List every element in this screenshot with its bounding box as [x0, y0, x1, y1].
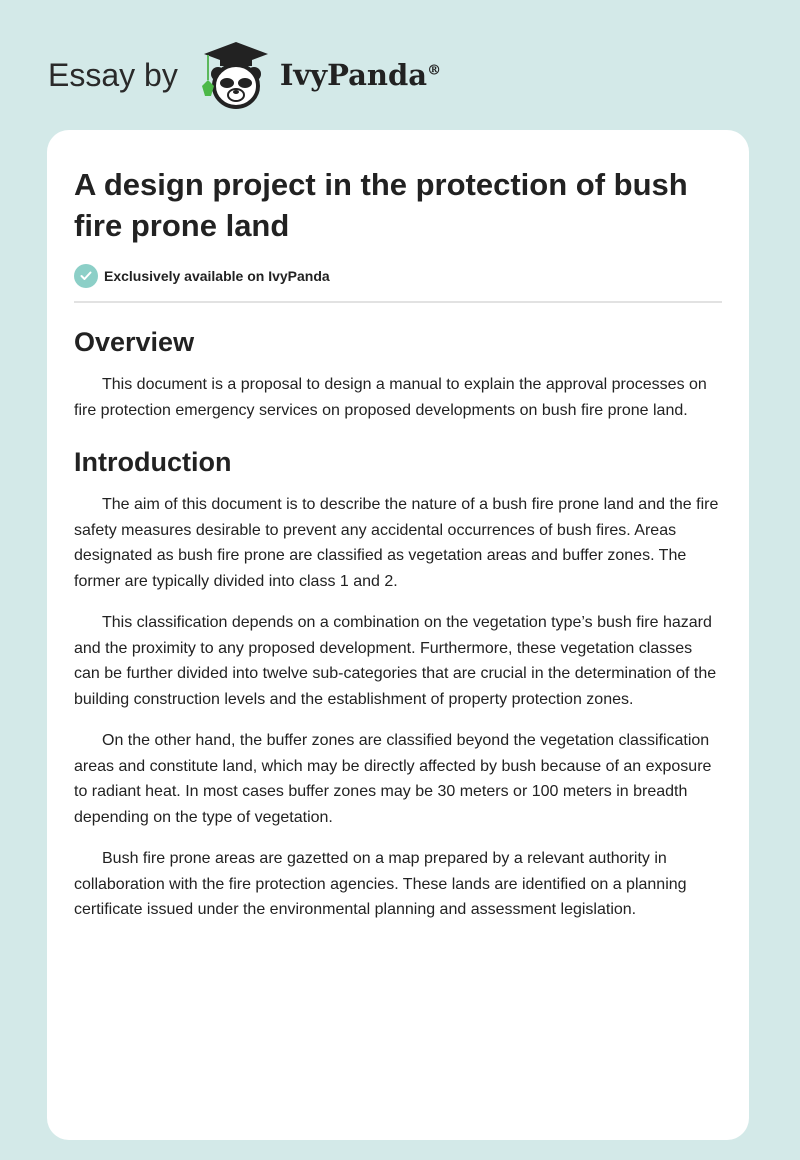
exclusive-badge: [74, 264, 722, 288]
ivypanda-logo-icon[interactable]: [194, 40, 276, 110]
essay-title: A design project in the protection of bush fire prone land: [74, 167, 688, 243]
paragraph: This classification depends on a combination on the vegetation type’s bush fire hazard and the proximity to any proposed development. Furthermore, these vegetation classes can be further divided into twelve sub-categories that are crucial in the determination of the building construction levels and the establishment of property protection zones.: [74, 614, 717, 708]
paragraph: This document is a proposal to design a manual to explain the approval processes on fire protection emergency services on proposed developments on bush fire prone land.: [74, 376, 707, 419]
paragraph: Bush fire prone areas are gazetted on a map prepared by a relevant authority in collaboration with the fire protection agencies. These lands are identified on a planning certificate issued under the environmental planning and assessment legislation.: [74, 850, 687, 918]
brand-name: IvyPanda®: [279, 58, 442, 92]
site-header: [48, 40, 441, 110]
exclusive-badge-text: Exclusively available on IvyPanda: [104, 268, 330, 284]
divider: [74, 301, 722, 303]
essay-card: [47, 130, 749, 1140]
paragraph: On the other hand, the buffer zones are classified beyond the vegetation classification areas and constitute land, which may be directly affected by bush because of an exposure to radiant heat. In most cases buffer zones may be 30 meters or 100 meters in breadth depending on the type of vegetation.: [74, 732, 712, 826]
section-heading-overview: Overview: [74, 327, 195, 357]
paragraph: The aim of this document is to describe the nature of a bush fire prone land and the fire safety measures desirable to prevent any accidental occurrences of bush fires. Areas designated as bush fire prone are classified as vegetation areas and buffer zones. The former are typically divided into class 1 and 2.: [74, 496, 719, 590]
check-icon: [74, 264, 98, 288]
section-heading-introduction: Introduction: [74, 447, 232, 477]
essay-by-label: Essay by: [48, 56, 178, 93]
